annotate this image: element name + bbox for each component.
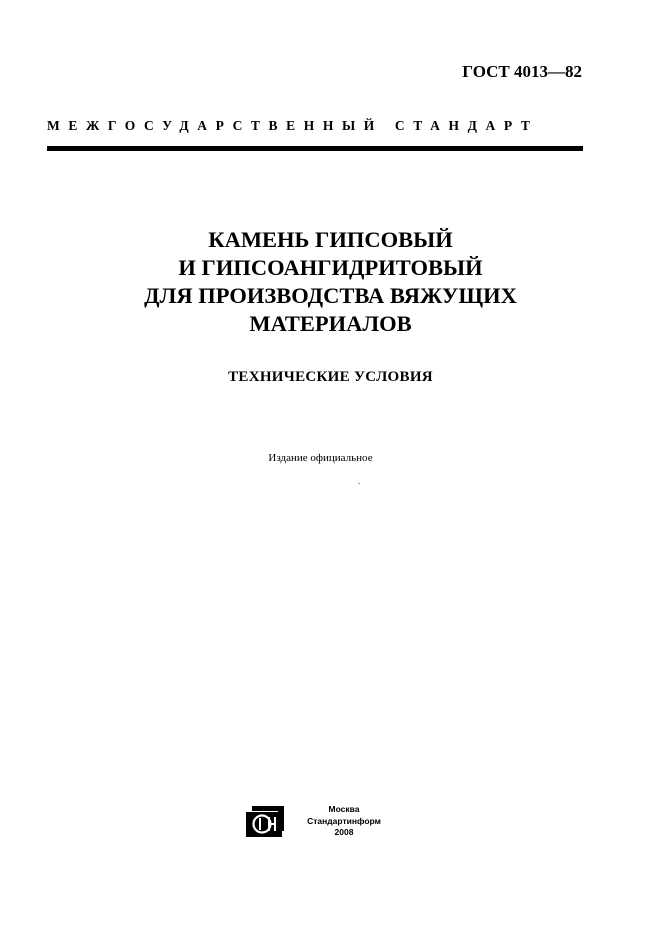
document-subtitle: ТЕХНИЧЕСКИЕ УСЛОВИЯ: [228, 369, 433, 385]
document-title: [0, 226, 661, 338]
title-line: МАТЕРИАЛОВ: [249, 311, 412, 336]
publisher-city: Москва: [328, 804, 360, 814]
publisher-imprint: [294, 804, 394, 839]
publisher-block: [246, 804, 396, 842]
edition-label: Издание официальное: [268, 452, 373, 464]
publisher-name: Стандартинформ: [307, 815, 381, 826]
edition-note: [0, 452, 661, 464]
standartinform-logo-icon: [246, 806, 284, 838]
document-code: ГОСТ 4013—82: [462, 62, 582, 81]
standard-type-header: МЕЖГОСУДАРСТВЕННЫЙ СТАНДАРТ: [47, 118, 539, 133]
header-divider: [47, 146, 583, 151]
scan-speck: [358, 483, 360, 484]
publication-year: 2008: [334, 827, 354, 837]
title-line: ДЛЯ ПРОИЗВОДСТВА ВЯЖУЩИХ: [144, 283, 517, 308]
title-line: КАМЕНЬ ГИПСОВЫЙ: [208, 227, 453, 252]
title-line: И ГИПСОАНГИДРИТОВЫЙ: [178, 255, 483, 280]
